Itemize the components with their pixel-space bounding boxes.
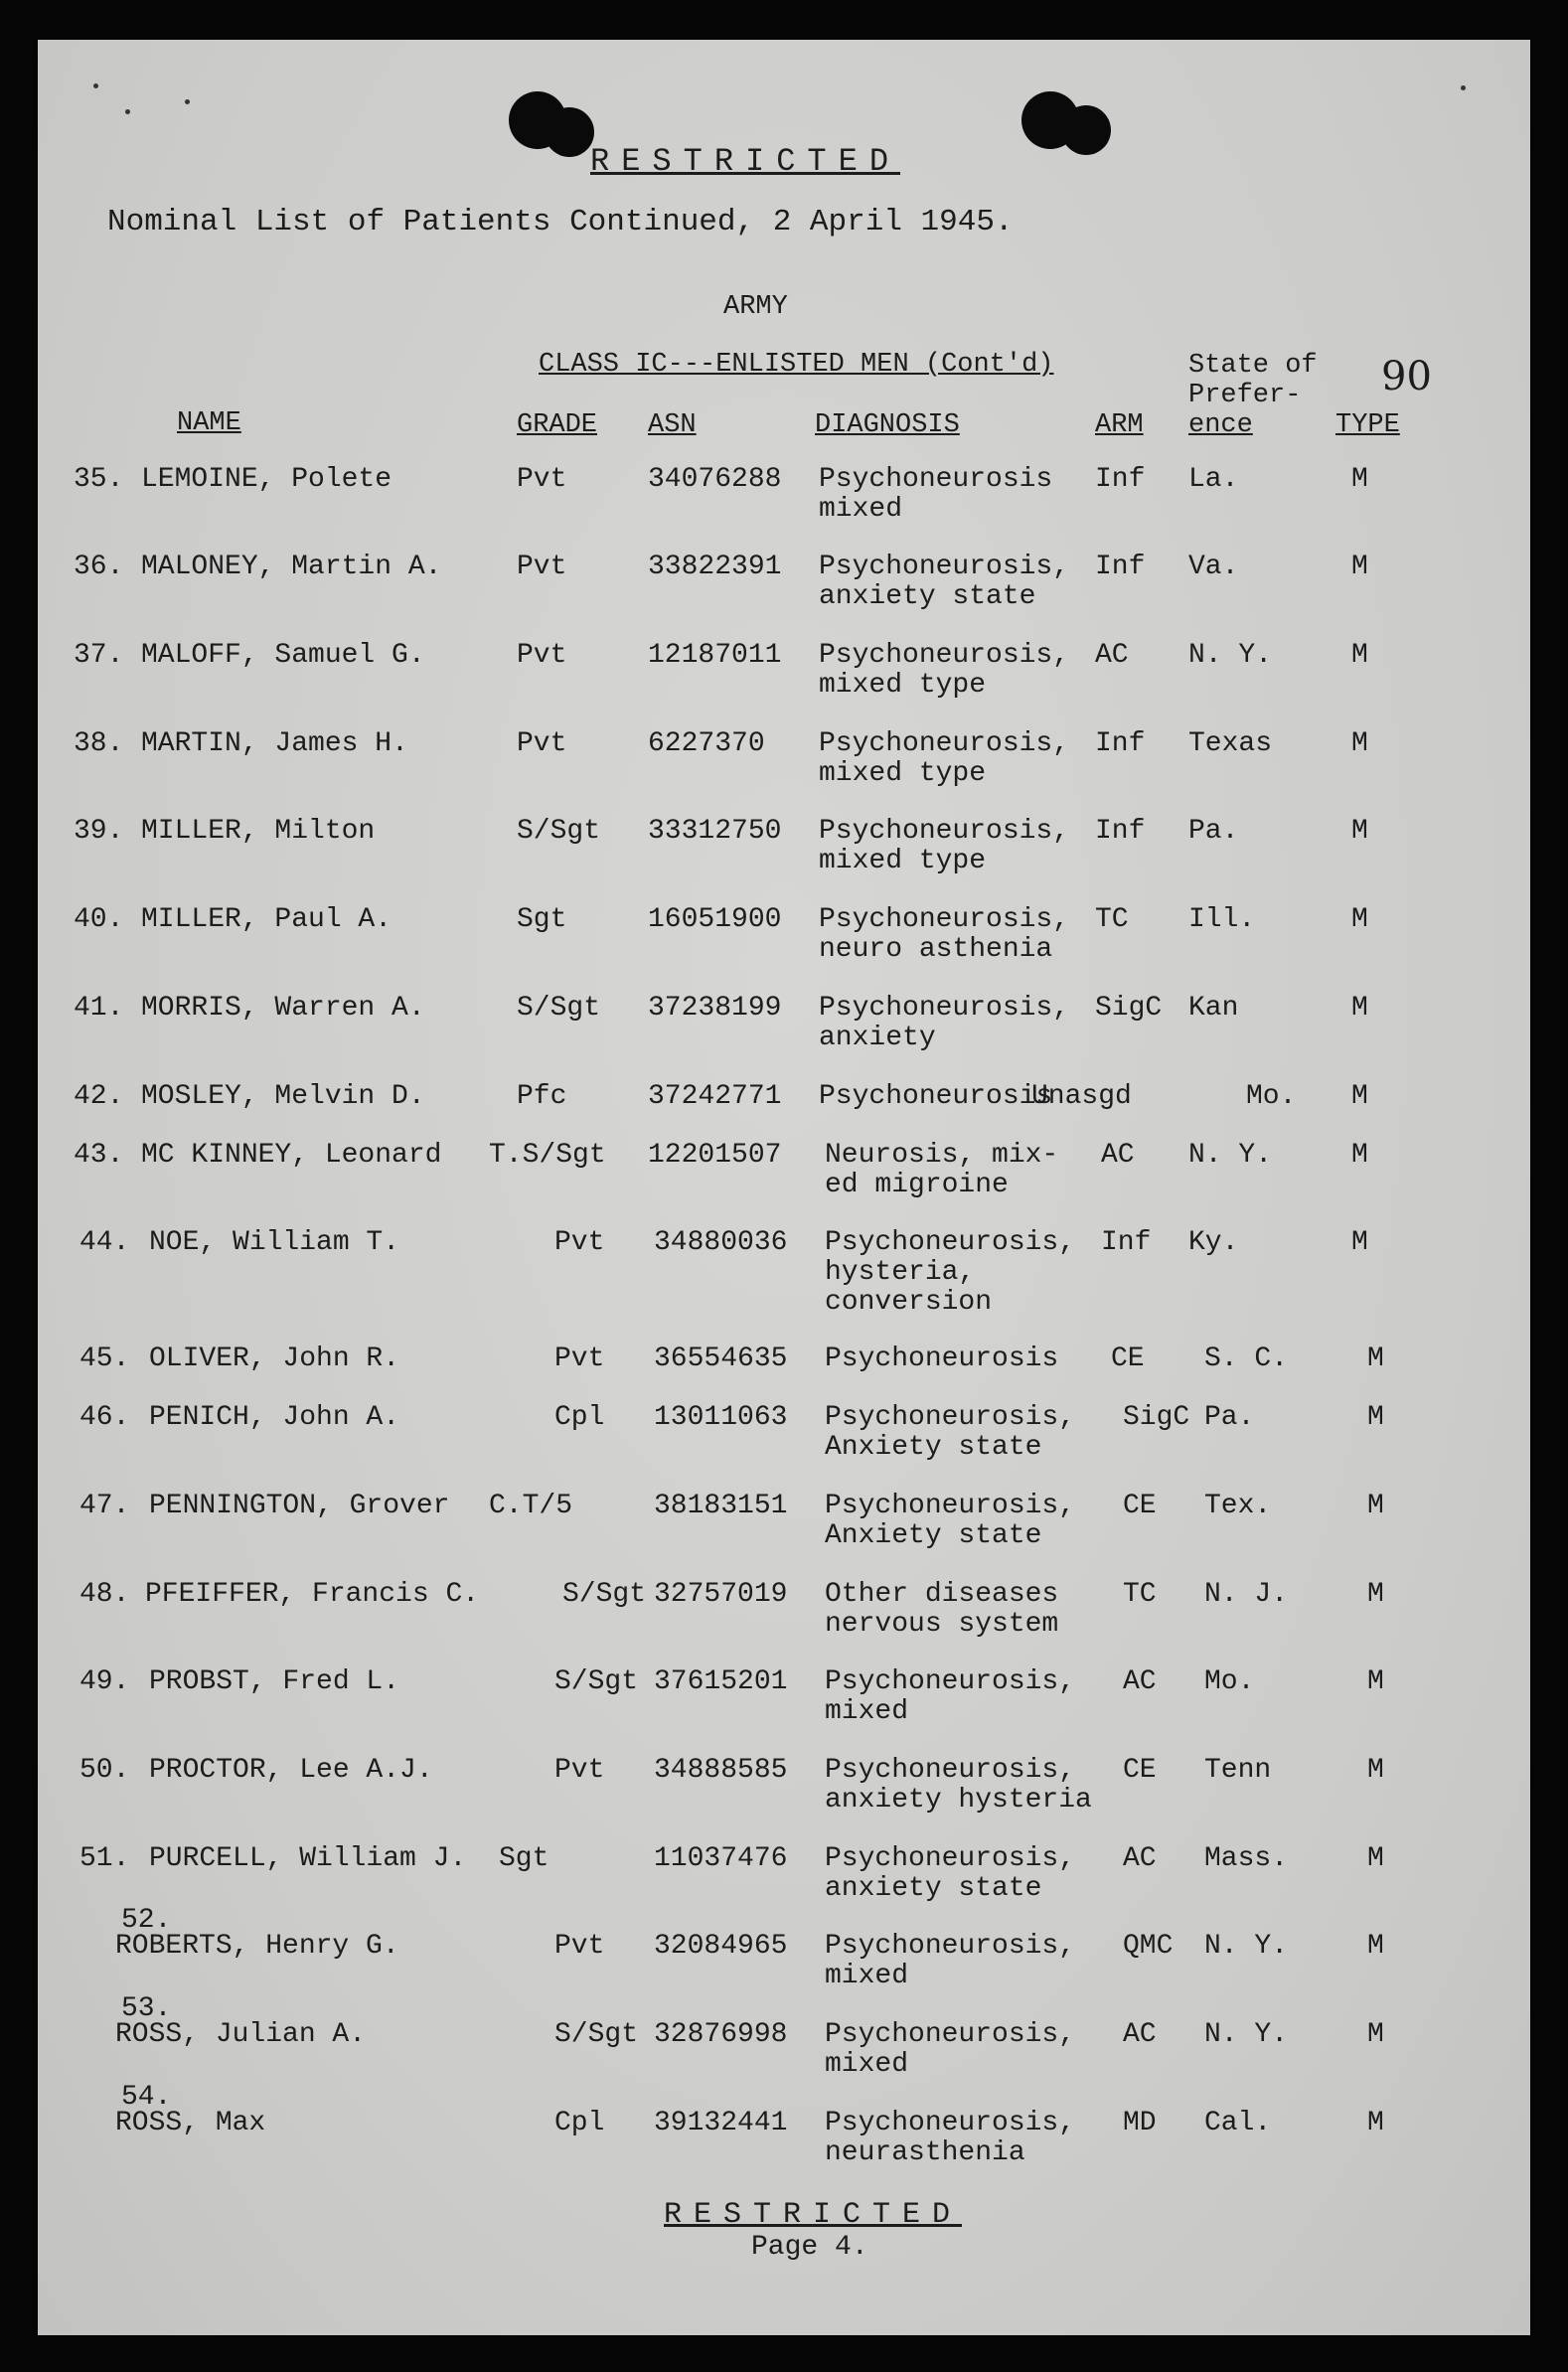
row-diagnosis: Neurosis, mix- ed migroine	[825, 1140, 1059, 1200]
class-line: CLASS IC---ENLISTED MEN (Cont'd)	[539, 350, 1054, 380]
table-row	[38, 817, 1530, 896]
row-grade: Pvt	[517, 552, 567, 582]
row-arm: Inf	[1095, 816, 1146, 847]
row-state: Ky.	[1188, 1227, 1239, 1258]
row-type: M	[1367, 1755, 1384, 1786]
row-number: 36.	[74, 552, 124, 582]
row-arm: AC	[1123, 2019, 1157, 2050]
row-state: La.	[1188, 464, 1239, 495]
row-arm: AC	[1123, 1666, 1157, 1697]
row-diagnosis: Psychoneurosis	[825, 1344, 1059, 1374]
speck	[185, 99, 190, 104]
column-header-asn: ASN	[648, 410, 697, 440]
row-arm: QMC	[1123, 1931, 1174, 1962]
row-state: Pa.	[1204, 1402, 1255, 1433]
row-grade: Pvt	[554, 1931, 605, 1962]
row-type: M	[1351, 728, 1368, 759]
row-name: PFEIFFER, Francis C.	[145, 1579, 480, 1610]
row-number: 45.	[79, 1344, 130, 1374]
row-grade: Pvt	[517, 728, 567, 759]
row-number: 51.	[79, 1843, 130, 1874]
row-arm: AC	[1123, 1843, 1157, 1874]
row-type: M	[1367, 1931, 1384, 1962]
row-grade: Sgt	[517, 904, 567, 935]
table-row	[38, 1492, 1530, 1571]
row-grade: Pvt	[517, 640, 567, 671]
row-type: M	[1351, 816, 1368, 847]
table-row	[38, 2082, 1530, 2188]
row-type: M	[1367, 1843, 1384, 1874]
column-header-state-line2: Prefer-	[1188, 381, 1302, 410]
row-name: LEMOINE, Polete	[141, 464, 392, 495]
row-grade: T.S/Sgt	[489, 1140, 606, 1171]
column-header-arm: ARM	[1095, 410, 1144, 440]
row-diagnosis: Psychoneurosis, anxiety hysteria	[825, 1755, 1092, 1816]
row-number: 53.	[121, 1993, 172, 2024]
row-number: 35.	[74, 464, 124, 495]
row-state: Va.	[1188, 552, 1239, 582]
page-label: Page 4.	[751, 2232, 868, 2263]
row-number: 39.	[74, 816, 124, 847]
table-row	[38, 905, 1530, 985]
row-grade: Cpl	[554, 1402, 605, 1433]
row-arm: Inf	[1095, 728, 1146, 759]
punch-hole-left-b	[545, 107, 594, 157]
row-state: N. Y.	[1204, 2019, 1289, 2050]
row-diagnosis: Psychoneurosis, anxiety state	[819, 552, 1070, 612]
column-header-state-line3: ence	[1188, 410, 1253, 440]
row-diagnosis: Psychoneurosis, Anxiety state	[825, 1491, 1076, 1551]
row-type: M	[1351, 1140, 1368, 1171]
table-row	[38, 1905, 1530, 2011]
row-name: PROBST, Fred L.	[149, 1666, 400, 1697]
row-asn: 13011063	[654, 1402, 788, 1433]
column-header-type: TYPE	[1335, 410, 1400, 440]
row-grade: C.T/5	[489, 1491, 573, 1521]
row-grade: Pvt	[554, 1755, 605, 1786]
row-name: MILLER, Paul A.	[141, 904, 392, 935]
row-state: S. C.	[1204, 1344, 1289, 1374]
row-grade: S/Sgt	[562, 1579, 647, 1610]
row-type: M	[1367, 1666, 1384, 1697]
restricted-stamp-header: RESTRICTED	[590, 143, 901, 180]
row-number: 46.	[79, 1402, 130, 1433]
row-name: ROSS, Max	[115, 2108, 266, 2138]
row-type: M	[1351, 904, 1368, 935]
table-row	[38, 1227, 1530, 1318]
row-name: MORRIS, Warren A.	[141, 993, 425, 1024]
document-page	[38, 40, 1530, 2335]
table-row	[38, 1756, 1530, 1835]
row-asn: 32876998	[654, 2019, 788, 2050]
column-header-grade: GRADE	[517, 410, 598, 440]
section-army: ARMY	[723, 292, 788, 322]
speck	[125, 109, 130, 114]
row-arm: Inf	[1101, 1227, 1152, 1258]
row-asn: 36554635	[654, 1344, 788, 1374]
row-state: N. Y.	[1188, 1140, 1273, 1171]
row-asn: 39132441	[654, 2108, 788, 2138]
row-type: M	[1351, 993, 1368, 1024]
row-name: MOSLEY, Melvin D.	[141, 1081, 425, 1112]
row-diagnosis: Psychoneurosis	[819, 1081, 1053, 1112]
table-row	[38, 1580, 1530, 1660]
row-type: M	[1367, 1579, 1384, 1610]
list-title: Nominal List of Patients Continued, 2 April 1945.	[107, 205, 1014, 239]
row-number: 42.	[74, 1081, 124, 1112]
row-asn: 6227370	[648, 728, 765, 759]
row-state: Mo.	[1246, 1081, 1297, 1112]
row-arm: AC	[1095, 640, 1129, 671]
punch-hole-right-b	[1061, 105, 1111, 155]
row-asn: 34076288	[648, 464, 782, 495]
row-name: PENNINGTON, Grover	[149, 1491, 450, 1521]
row-grade: Pvt	[554, 1344, 605, 1374]
row-state: N. Y.	[1204, 1931, 1289, 1962]
row-type: M	[1351, 640, 1368, 671]
row-name: ROBERTS, Henry G.	[115, 1931, 399, 1962]
speck	[1461, 85, 1466, 90]
row-arm: MD	[1123, 2108, 1157, 2138]
row-asn: 37615201	[654, 1666, 788, 1697]
row-diagnosis: Psychoneurosis, neurasthenia	[825, 2108, 1076, 2168]
row-name: ROSS, Julian A.	[115, 2019, 367, 2050]
row-grade: S/Sgt	[517, 816, 601, 847]
row-name: MILLER, Milton	[141, 816, 376, 847]
row-state: Pa.	[1188, 816, 1239, 847]
row-asn: 34880036	[654, 1227, 788, 1258]
row-diagnosis: Psychoneurosis, mixed type	[819, 816, 1070, 876]
table-row	[38, 1667, 1530, 1747]
row-state: Mo.	[1204, 1666, 1255, 1697]
row-type: M	[1367, 1344, 1384, 1374]
row-state: Tex.	[1204, 1491, 1272, 1521]
row-arm: Inf	[1095, 552, 1146, 582]
row-arm: Unasgd	[1031, 1081, 1132, 1112]
row-diagnosis: Psychoneurosis, mixed type	[819, 728, 1070, 789]
row-number: 49.	[79, 1666, 130, 1697]
row-number: 43.	[74, 1140, 124, 1171]
row-state: Kan	[1188, 993, 1239, 1024]
row-name: NOE, William T.	[149, 1227, 400, 1258]
row-asn: 16051900	[648, 904, 782, 935]
table-row	[38, 1403, 1530, 1483]
row-asn: 37238199	[648, 993, 782, 1024]
row-asn: 34888585	[654, 1755, 788, 1786]
table-row	[38, 465, 1530, 545]
table-row	[38, 1844, 1530, 1924]
row-arm: SigC	[1095, 993, 1163, 1024]
row-diagnosis: Other diseases nervous system	[825, 1579, 1059, 1640]
row-arm: Inf	[1095, 464, 1146, 495]
row-number: 44.	[79, 1227, 130, 1258]
row-grade: S/Sgt	[554, 1666, 639, 1697]
row-grade: Pvt	[517, 464, 567, 495]
row-arm: SigC	[1123, 1402, 1190, 1433]
row-name: OLIVER, John R.	[149, 1344, 400, 1374]
row-asn: 32084965	[654, 1931, 788, 1962]
row-number: 54.	[121, 2082, 172, 2113]
row-asn: 33822391	[648, 552, 782, 582]
row-diagnosis: Psychoneurosis, Anxiety state	[825, 1402, 1076, 1463]
row-grade: Pvt	[554, 1227, 605, 1258]
row-type: M	[1367, 2019, 1384, 2050]
row-type: M	[1367, 2108, 1384, 2138]
row-name: MALOFF, Samuel G.	[141, 640, 425, 671]
row-diagnosis: Psychoneurosis, mixed	[825, 1931, 1076, 1991]
speck	[93, 83, 98, 88]
table-row	[38, 641, 1530, 720]
row-name: MALONEY, Martin A.	[141, 552, 442, 582]
row-diagnosis: Psychoneurosis mixed	[819, 464, 1053, 525]
row-asn: 37242771	[648, 1081, 782, 1112]
row-grade: Pfc	[517, 1081, 567, 1112]
row-arm: CE	[1123, 1755, 1157, 1786]
row-diagnosis: Psychoneurosis, anxiety state	[825, 1843, 1076, 1904]
row-arm: TC	[1095, 904, 1129, 935]
row-grade: S/Sgt	[554, 2019, 639, 2050]
row-number: 48.	[79, 1579, 130, 1610]
table-row	[38, 729, 1530, 809]
row-asn: 12187011	[648, 640, 782, 671]
row-arm: AC	[1101, 1140, 1135, 1171]
row-diagnosis: Psychoneurosis, hysteria, conversion	[825, 1227, 1076, 1318]
row-diagnosis: Psychoneurosis, mixed type	[819, 640, 1070, 701]
row-number: 37.	[74, 640, 124, 671]
row-state: Mass.	[1204, 1843, 1289, 1874]
table-row	[38, 553, 1530, 632]
row-diagnosis: Psychoneurosis, mixed	[825, 2019, 1076, 2080]
row-number: 38.	[74, 728, 124, 759]
column-header-state-line1: State of	[1188, 351, 1318, 381]
row-state: N. J.	[1204, 1579, 1289, 1610]
row-asn: 33312750	[648, 816, 782, 847]
row-asn: 32757019	[654, 1579, 788, 1610]
row-type: M	[1351, 1227, 1368, 1258]
row-type: M	[1367, 1491, 1384, 1521]
row-type: M	[1367, 1402, 1384, 1433]
row-name: MC KINNEY, Leonard	[141, 1140, 442, 1171]
row-state: Tenn	[1204, 1755, 1272, 1786]
row-diagnosis: Psychoneurosis, neuro asthenia	[819, 904, 1070, 965]
row-state: Cal.	[1204, 2108, 1272, 2138]
row-name: PURCELL, William J.	[149, 1843, 467, 1874]
row-diagnosis: Psychoneurosis, mixed	[825, 1666, 1076, 1727]
row-arm: TC	[1123, 1579, 1157, 1610]
page-number: 90	[1381, 354, 1432, 399]
column-header-name: NAME	[177, 408, 241, 438]
row-type: M	[1351, 464, 1368, 495]
row-name: PROCTOR, Lee A.J.	[149, 1755, 433, 1786]
row-asn: 11037476	[654, 1843, 788, 1874]
row-type: M	[1351, 1081, 1368, 1112]
row-number: 40.	[74, 904, 124, 935]
row-number: 52.	[121, 1905, 172, 1936]
row-arm: CE	[1123, 1491, 1157, 1521]
row-name: MARTIN, James H.	[141, 728, 408, 759]
row-state: N. Y.	[1188, 640, 1273, 671]
row-arm: CE	[1111, 1344, 1145, 1374]
restricted-stamp-footer: RESTRICTED	[664, 2198, 963, 2232]
row-grade: Sgt	[499, 1843, 549, 1874]
row-state: Texas	[1188, 728, 1273, 759]
row-grade: Cpl	[554, 2108, 605, 2138]
row-grade: S/Sgt	[517, 993, 601, 1024]
column-header-diagnosis: DIAGNOSIS	[815, 410, 960, 440]
table-row	[38, 1141, 1530, 1220]
row-diagnosis: Psychoneurosis, anxiety	[819, 993, 1070, 1053]
row-state: Ill.	[1188, 904, 1256, 935]
row-asn: 12201507	[648, 1140, 782, 1171]
row-name: PENICH, John A.	[149, 1402, 400, 1433]
table-row	[38, 994, 1530, 1073]
row-asn: 38183151	[654, 1491, 788, 1521]
table-row	[38, 1993, 1530, 2100]
row-number: 47.	[79, 1491, 130, 1521]
row-number: 50.	[79, 1755, 130, 1786]
row-number: 41.	[74, 993, 124, 1024]
row-type: M	[1351, 552, 1368, 582]
